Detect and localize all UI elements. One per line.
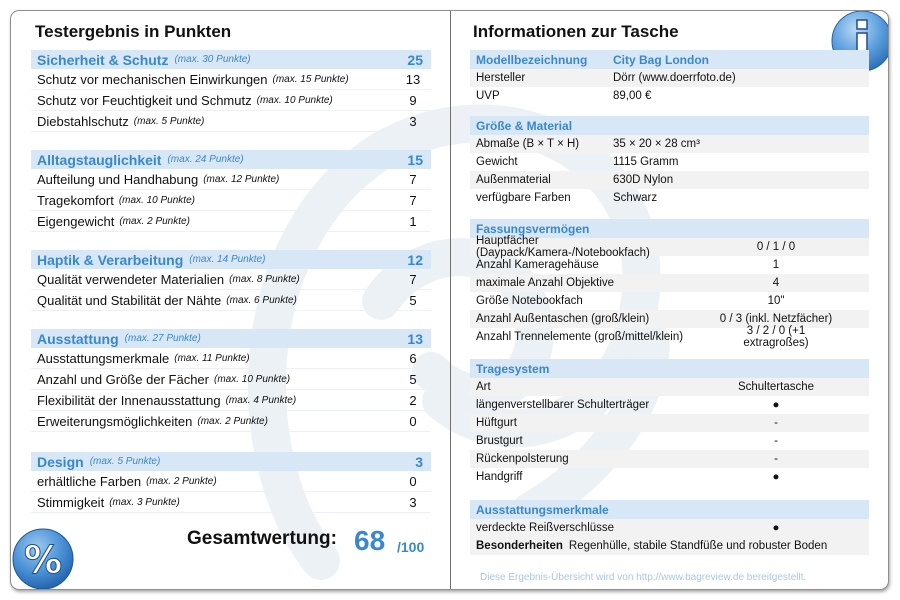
info-row	[470, 292, 869, 310]
info-value: 1	[772, 259, 780, 271]
section-score: 12	[407, 251, 423, 268]
info-key: Größe Notebookfach	[476, 295, 583, 307]
section-score: 25	[407, 51, 423, 68]
row-max: (max. 6 Punkte)	[226, 294, 297, 306]
carry-section	[470, 359, 869, 486]
info-key: UVP	[476, 90, 500, 102]
row-value: 0	[409, 413, 417, 429]
section-max: (max. 24 Punkte)	[167, 154, 244, 165]
info-value: -	[774, 417, 778, 429]
row-max: (max. 10 Punkte)	[118, 194, 195, 206]
row-label: Eigengewicht	[37, 213, 115, 229]
section-ausstattung	[31, 329, 431, 432]
capacity-header: Fassungsvermögen	[470, 219, 869, 238]
row-label: Flexibilität der Innenausstattung	[37, 392, 221, 408]
row-value: 2	[409, 392, 417, 408]
row-max: (max. 4 Punkte)	[225, 394, 297, 406]
info-row	[470, 256, 869, 274]
info-key: Hüftgurt	[476, 417, 517, 429]
info-key: Hersteller	[476, 72, 526, 84]
row-label: Diebstahlschutz	[37, 113, 129, 129]
row-label: Qualität verwendeter Materialien	[37, 271, 225, 287]
row-max: (max. 2 Punkte)	[119, 215, 190, 227]
section-score: 15	[407, 151, 423, 168]
special-label: Besonderheiten	[476, 540, 563, 552]
model-value: City Bag London	[613, 52, 709, 67]
info-row	[470, 414, 869, 432]
info-row	[470, 396, 869, 414]
section-haptik	[31, 250, 431, 311]
total-label: Gesamtwertung:	[187, 528, 337, 549]
size-header: Größe & Material	[470, 116, 869, 135]
model-section	[470, 50, 869, 105]
info-row	[470, 519, 869, 537]
row-max: (max. 10 Punkte)	[256, 94, 333, 106]
section-max: (max. 30 Punkte)	[174, 54, 251, 65]
score-row	[31, 348, 431, 369]
info-value: ●	[772, 399, 780, 411]
section-header	[31, 452, 431, 471]
info-value: 630D Nylon	[613, 174, 674, 186]
model-label: Modellbezeichnung	[476, 52, 588, 67]
section-name: Sicherheit & Schutz	[37, 51, 169, 68]
section-max: (max. 5 Punkte)	[89, 456, 161, 467]
info-value: 35 × 20 × 28 cm³	[613, 138, 700, 150]
row-max: (max. 2 Punkte)	[146, 475, 217, 487]
info-key: längenverstellbarer Schulterträger	[476, 399, 650, 411]
info-value: -	[774, 435, 778, 447]
row-label: Ausstattungsmerkmale	[37, 350, 170, 366]
info-key: Handgriff	[476, 471, 523, 483]
info-value: Schwarz	[613, 192, 658, 204]
row-label: erhältliche Farben	[37, 473, 142, 489]
special-row	[470, 537, 869, 555]
info-value: 0 / 1 / 0	[756, 241, 796, 253]
size-section	[470, 116, 869, 207]
section-header	[31, 50, 431, 69]
info-value: Dörr (www.doerrfoto.de)	[613, 72, 736, 84]
info-row	[470, 450, 869, 468]
section-alltagstauglichkeit	[31, 150, 431, 232]
section-name: Ausstattung	[37, 330, 119, 347]
score-row	[31, 369, 431, 390]
score-row	[31, 169, 431, 190]
info-row	[470, 378, 869, 396]
info-key: Anzahl Kameragehäuse	[476, 259, 599, 271]
info-row	[470, 432, 869, 450]
section-design	[31, 452, 431, 513]
score-row	[31, 390, 431, 411]
info-key: verfügbare Farben	[476, 192, 571, 204]
total-score: 68	[354, 525, 386, 556]
info-row	[470, 171, 869, 189]
row-label: Schutz vor Feuchtigkeit und Schmutz	[37, 92, 252, 108]
info-row	[470, 135, 869, 153]
info-row	[470, 87, 869, 105]
row-value: 3	[409, 113, 417, 129]
section-header	[31, 150, 431, 169]
info-row	[470, 468, 869, 486]
row-value: 5	[409, 371, 417, 387]
section-header	[31, 250, 431, 269]
score-row	[31, 69, 431, 90]
score-row	[31, 471, 431, 492]
score-row	[31, 411, 431, 432]
footer-note: Diese Ergebnis-Übersicht wird von http://www.bagreview.de bereitgestellt.	[480, 572, 807, 583]
row-value: 6	[409, 350, 417, 366]
section-name: Haptik & Verarbeitung	[37, 251, 184, 268]
score-row	[31, 111, 431, 132]
carry-header: Tragesystem	[470, 359, 869, 378]
score-row	[31, 290, 431, 311]
row-max: (max. 15 Punkte)	[272, 73, 349, 85]
section-name: Design	[37, 453, 84, 470]
capacity-section	[470, 219, 869, 349]
row-label: Anzahl und Größe der Fächer	[37, 371, 209, 387]
row-max: (max. 5 Punkte)	[133, 115, 205, 127]
info-key: Hauptfächer (Daypack/Kamera-/Notebookfach)	[476, 235, 650, 259]
score-row	[31, 190, 431, 211]
row-value: 1	[409, 213, 417, 229]
info-row	[470, 189, 869, 207]
row-value: 0	[409, 473, 417, 489]
features-header: Ausstattungsmerkmale	[470, 500, 869, 519]
row-max: (max. 11 Punkte)	[174, 352, 250, 364]
result-card	[10, 10, 889, 590]
info-key: verdeckte Reißverschlüsse	[476, 522, 615, 534]
section-max: (max. 14 Punkte)	[189, 254, 266, 265]
features-section	[470, 500, 869, 555]
section-sicherheit	[31, 50, 431, 132]
capacity-rows	[470, 235, 869, 349]
row-value: 13	[405, 71, 421, 87]
info-key: Anzahl Trennelemente (groß/mittel/klein)	[476, 331, 684, 343]
info-row	[470, 325, 869, 349]
section-max: (max. 27 Punkte)	[124, 333, 201, 344]
info-value: 1115 Gramm	[613, 156, 679, 168]
score-row	[31, 211, 431, 232]
row-value: 7	[409, 171, 417, 187]
row-label: Aufteilung und Handhabung	[37, 171, 199, 187]
info-key: Außenmaterial	[476, 174, 551, 186]
size-rows	[470, 135, 869, 207]
info-value: -	[774, 453, 778, 465]
info-value: 89,00 €	[613, 90, 652, 102]
score-title: Testergebnis in Punkten	[35, 22, 232, 41]
info-title: Informationen zur Tasche	[473, 22, 679, 41]
row-label: Stimmigkeit	[37, 494, 105, 510]
score-row	[31, 269, 431, 290]
row-value: 7	[409, 271, 417, 287]
row-max: (max. 2 Punkte)	[197, 415, 268, 427]
info-value: ●	[772, 522, 780, 534]
info-row	[470, 153, 869, 171]
row-label: Tragekomfort	[37, 192, 114, 208]
row-value: 9	[409, 92, 417, 108]
info-value: 10"	[767, 295, 785, 307]
info-key: Gewicht	[476, 156, 518, 168]
features-rows	[470, 519, 869, 555]
score-row	[31, 492, 431, 513]
row-value: 7	[409, 192, 417, 208]
section-score: 13	[407, 330, 423, 347]
info-value: 0 / 3 (inkl. Netzfächer)	[719, 313, 833, 325]
row-value: 3	[409, 494, 417, 510]
row-label: Qualität und Stabilität der Nähte	[37, 292, 222, 308]
info-key: Abmaße (B × T × H)	[476, 138, 580, 150]
row-label: Schutz vor mechanischen Einwirkungen	[37, 71, 268, 87]
score-row	[31, 90, 431, 111]
row-max: (max. 8 Punkte)	[229, 273, 300, 285]
row-value: 5	[409, 292, 417, 308]
info-key: Anzahl Außentaschen (groß/klein)	[476, 313, 650, 325]
column-divider	[450, 11, 451, 590]
row-max: (max. 12 Punkte)	[203, 173, 280, 185]
row-max: (max. 10 Punkte)	[213, 373, 291, 385]
percent-icon	[12, 528, 74, 590]
total-max: /100	[397, 539, 425, 555]
info-key: Brustgurt	[476, 435, 523, 447]
info-row	[470, 69, 869, 87]
info-value: 4	[772, 277, 780, 289]
info-value: 3 / 2 / 0 (+1 extragroßes)	[743, 325, 809, 349]
info-value: ●	[772, 471, 780, 483]
section-name: Alltagstauglichkeit	[37, 151, 162, 168]
row-label: Erweiterungsmöglichkeiten	[37, 413, 193, 429]
info-row	[470, 274, 869, 292]
info-value: Schultertasche	[737, 381, 815, 393]
info-key: maximale Anzahl Objektive	[476, 277, 615, 289]
general-rows	[470, 69, 869, 105]
info-key: Rückenpolsterung	[476, 453, 569, 465]
row-max: (max. 3 Punkte)	[109, 496, 180, 508]
info-key: Art	[476, 381, 491, 393]
model-header	[470, 50, 869, 69]
info-row	[470, 235, 869, 259]
carry-rows	[470, 378, 869, 486]
special-value: Regenhülle, stabile Standfüße und robuster Boden	[568, 540, 828, 552]
svg-text:%: %	[23, 538, 63, 582]
section-header	[31, 329, 431, 348]
section-score: 3	[415, 453, 423, 470]
